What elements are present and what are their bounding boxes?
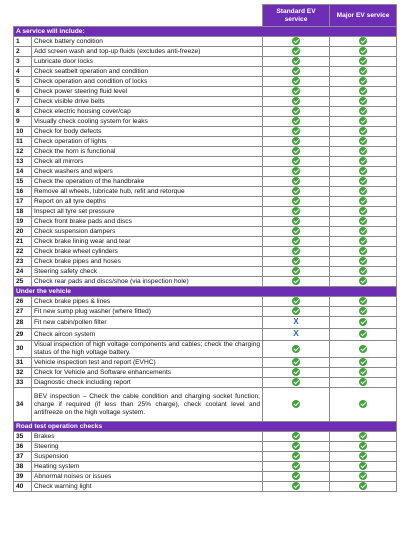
item-number: 27 xyxy=(14,307,32,317)
table-row xyxy=(14,127,397,137)
major-service-cell xyxy=(330,257,397,267)
standard-service-cell xyxy=(263,47,330,57)
check-icon xyxy=(359,147,367,155)
major-service-cell xyxy=(330,37,397,47)
item-description: Steering safety check xyxy=(32,267,263,277)
major-service-cell xyxy=(330,341,397,358)
standard-service-cell xyxy=(263,482,330,492)
check-icon xyxy=(359,197,367,205)
table-row xyxy=(14,137,397,147)
item-number: 36 xyxy=(14,442,32,452)
table-row xyxy=(14,197,397,207)
major-service-cell xyxy=(330,358,397,368)
item-description: Add screen wash and top-up fluids (excludes anti-freeze) xyxy=(32,47,263,57)
standard-service-cell xyxy=(263,137,330,147)
item-description: Check rear pads and discs/shoe (via inspection hole) xyxy=(32,277,263,287)
table-row xyxy=(14,177,397,187)
check-icon xyxy=(292,157,300,165)
table-row xyxy=(14,107,397,117)
item-description: Brakes xyxy=(32,432,263,442)
major-service-cell xyxy=(330,472,397,482)
major-service-cell xyxy=(330,247,397,257)
major-service-cell xyxy=(330,207,397,217)
table-row xyxy=(14,247,397,257)
item-description: Report on all tyre depths xyxy=(32,197,263,207)
item-number: 4 xyxy=(14,67,32,77)
table-row xyxy=(14,157,397,167)
check-icon xyxy=(359,400,367,408)
item-description: Suspension xyxy=(32,452,263,462)
check-icon xyxy=(359,378,367,386)
check-icon xyxy=(292,117,300,125)
standard-service-cell xyxy=(263,307,330,317)
check-icon xyxy=(292,307,300,315)
table-row xyxy=(14,297,397,307)
item-number: 17 xyxy=(14,197,32,207)
section-header-row xyxy=(14,422,397,432)
table-row xyxy=(14,117,397,127)
check-icon xyxy=(359,247,367,255)
check-icon xyxy=(359,452,367,460)
item-description: Steering xyxy=(32,442,263,452)
standard-service-cell xyxy=(263,329,330,341)
item-description: Check warning light xyxy=(32,482,263,492)
check-icon xyxy=(292,277,300,285)
table-row xyxy=(14,77,397,87)
standard-service-cell xyxy=(263,432,330,442)
item-number: 31 xyxy=(14,358,32,368)
check-icon xyxy=(292,37,300,45)
standard-service-cell xyxy=(263,341,330,358)
standard-service-cell xyxy=(263,267,330,277)
check-icon xyxy=(292,217,300,225)
table-row xyxy=(14,237,397,247)
item-number: 14 xyxy=(14,167,32,177)
check-icon xyxy=(359,87,367,95)
check-icon xyxy=(359,237,367,245)
check-icon xyxy=(359,217,367,225)
standard-service-cell xyxy=(263,297,330,307)
item-description: Check the operation of the handbrake xyxy=(32,177,263,187)
check-icon xyxy=(359,117,367,125)
item-number: 33 xyxy=(14,378,32,388)
major-service-cell xyxy=(330,77,397,87)
check-icon xyxy=(359,297,367,305)
table-row xyxy=(14,442,397,452)
check-icon xyxy=(292,462,300,470)
check-icon xyxy=(292,482,300,490)
major-service-cell xyxy=(330,97,397,107)
item-description: Check brake pipes and hoses xyxy=(32,257,263,267)
item-number: 39 xyxy=(14,472,32,482)
check-icon xyxy=(359,57,367,65)
section-header-row xyxy=(14,287,397,297)
section-title: Under the vehicle xyxy=(14,287,397,297)
service-comparison-table xyxy=(13,4,397,492)
check-icon xyxy=(292,237,300,245)
table-header-row xyxy=(14,5,397,27)
item-number: 9 xyxy=(14,117,32,127)
item-number: 12 xyxy=(14,147,32,157)
cross-icon: X xyxy=(293,329,299,339)
check-icon xyxy=(292,107,300,115)
check-icon xyxy=(359,472,367,480)
major-service-cell xyxy=(330,482,397,492)
major-service-cell xyxy=(330,227,397,237)
service-table-container xyxy=(13,4,396,492)
table-row xyxy=(14,57,397,67)
check-icon xyxy=(359,277,367,285)
check-icon xyxy=(359,318,367,326)
check-icon xyxy=(359,257,367,265)
major-service-cell xyxy=(330,368,397,378)
item-description: Check aircon system xyxy=(32,329,263,341)
major-service-cell xyxy=(330,117,397,127)
major-service-cell xyxy=(330,147,397,157)
check-icon xyxy=(292,87,300,95)
check-icon xyxy=(359,157,367,165)
check-icon xyxy=(359,97,367,105)
table-row xyxy=(14,452,397,462)
table-row xyxy=(14,317,397,329)
check-icon xyxy=(359,432,367,440)
table-row xyxy=(14,432,397,442)
item-number: 3 xyxy=(14,57,32,67)
item-number: 10 xyxy=(14,127,32,137)
major-service-cell xyxy=(330,157,397,167)
check-icon xyxy=(359,345,367,353)
section-title: A service will include: xyxy=(14,27,397,37)
check-icon xyxy=(359,127,367,135)
table-row xyxy=(14,87,397,97)
item-number: 23 xyxy=(14,257,32,267)
check-icon xyxy=(292,177,300,185)
item-description: Check front brake pads and discs xyxy=(32,217,263,227)
item-number: 20 xyxy=(14,227,32,237)
table-row xyxy=(14,187,397,197)
check-icon xyxy=(292,267,300,275)
item-description: Check brake pipes & lines xyxy=(32,297,263,307)
major-service-cell xyxy=(330,267,397,277)
cross-icon: X xyxy=(293,317,299,327)
major-service-cell xyxy=(330,127,397,137)
check-icon xyxy=(292,137,300,145)
major-service-cell xyxy=(330,67,397,77)
major-service-cell xyxy=(330,137,397,147)
standard-service-cell xyxy=(263,157,330,167)
item-number: 24 xyxy=(14,267,32,277)
item-number: 35 xyxy=(14,432,32,442)
check-icon xyxy=(359,167,367,175)
item-number: 37 xyxy=(14,452,32,462)
item-number: 32 xyxy=(14,368,32,378)
standard-service-cell xyxy=(263,462,330,472)
check-icon xyxy=(359,330,367,338)
major-service-cell xyxy=(330,307,397,317)
check-icon xyxy=(359,77,367,85)
table-row xyxy=(14,217,397,227)
item-description: Fit new cabin/pollen filter xyxy=(32,317,263,329)
item-description: Check electric housing cover/cap xyxy=(32,107,263,117)
table-row xyxy=(14,167,397,177)
standard-service-cell xyxy=(263,358,330,368)
check-icon xyxy=(292,57,300,65)
major-service-cell xyxy=(330,378,397,388)
item-description: Check all mirrors xyxy=(32,157,263,167)
item-description: Diagnostic check including report xyxy=(32,378,263,388)
item-number: 25 xyxy=(14,277,32,287)
major-service-cell xyxy=(330,167,397,177)
check-icon xyxy=(292,472,300,480)
check-icon xyxy=(292,432,300,440)
major-service-cell xyxy=(330,297,397,307)
item-description: Fit new sump plug washer (where fitted) xyxy=(32,307,263,317)
check-icon xyxy=(359,227,367,235)
item-description: Check operation of lights xyxy=(32,137,263,147)
item-description: Check battery condition xyxy=(32,37,263,47)
major-service-cell xyxy=(330,87,397,97)
standard-service-cell xyxy=(263,187,330,197)
major-service-cell xyxy=(330,47,397,57)
check-icon xyxy=(292,77,300,85)
check-icon xyxy=(292,207,300,215)
item-description: Heating system xyxy=(32,462,263,472)
item-description: Check for Vehicle and Software enhancements xyxy=(32,368,263,378)
major-service-cell xyxy=(330,432,397,442)
check-icon xyxy=(359,462,367,470)
standard-service-cell xyxy=(263,317,330,329)
item-description: Check for body defects xyxy=(32,127,263,137)
standard-service-cell xyxy=(263,247,330,257)
table-row xyxy=(14,67,397,77)
item-description: Inspect all tyre set pressure xyxy=(32,207,263,217)
item-number: 15 xyxy=(14,177,32,187)
table-row xyxy=(14,462,397,472)
item-number: 22 xyxy=(14,247,32,257)
major-service-cell xyxy=(330,177,397,187)
standard-service-cell xyxy=(263,217,330,227)
table-row xyxy=(14,378,397,388)
table-row xyxy=(14,37,397,47)
standard-service-cell xyxy=(263,207,330,217)
item-description: Check seatbelt operation and condition xyxy=(32,67,263,77)
header-major-ev-service: Major EV service xyxy=(330,5,397,27)
table-row xyxy=(14,47,397,57)
major-service-cell xyxy=(330,317,397,329)
standard-service-cell xyxy=(263,87,330,97)
item-number: 28 xyxy=(14,317,32,329)
check-icon xyxy=(292,97,300,105)
standard-service-cell xyxy=(263,67,330,77)
major-service-cell xyxy=(330,452,397,462)
standard-service-cell xyxy=(263,227,330,237)
item-description: Check visible drive belts xyxy=(32,97,263,107)
standard-service-cell xyxy=(263,257,330,267)
check-icon xyxy=(359,267,367,275)
check-icon xyxy=(359,107,367,115)
item-description: Check brake wheel cylinders xyxy=(32,247,263,257)
major-service-cell xyxy=(330,187,397,197)
item-number: 7 xyxy=(14,97,32,107)
item-description: Lubricate door locks xyxy=(32,57,263,67)
check-icon xyxy=(292,147,300,155)
major-service-cell xyxy=(330,277,397,287)
standard-service-cell xyxy=(263,97,330,107)
check-icon xyxy=(292,345,300,353)
check-icon xyxy=(292,452,300,460)
major-service-cell xyxy=(330,462,397,472)
item-description: Check suspension dampers xyxy=(32,227,263,237)
table-row xyxy=(14,207,397,217)
header-blank-cell xyxy=(14,5,263,27)
standard-service-cell xyxy=(263,472,330,482)
check-icon xyxy=(359,37,367,45)
check-icon xyxy=(292,67,300,75)
standard-service-cell xyxy=(263,388,330,422)
item-description: Check brake lining wear and tear xyxy=(32,237,263,247)
item-description: Check the horn is functional xyxy=(32,147,263,157)
item-number: 21 xyxy=(14,237,32,247)
standard-service-cell xyxy=(263,197,330,207)
check-icon xyxy=(292,358,300,366)
table-row xyxy=(14,482,397,492)
item-description: Visual inspection of high voltage components and cables; check the charging status of the high voltage battery. xyxy=(32,341,263,358)
check-icon xyxy=(359,482,367,490)
item-description: Remove all wheels, lubricate hub, refit and retorque xyxy=(32,187,263,197)
item-number: 30 xyxy=(14,341,32,358)
check-icon xyxy=(292,257,300,265)
item-description: Vehicle inspection test and report (EVHC) xyxy=(32,358,263,368)
table-row xyxy=(14,147,397,157)
item-description: BEV inspection – Check the cable condition and charging socket function; charge if required (if less than 25% charge), check coolant level and antifreeze on the high voltage system. xyxy=(32,388,263,422)
check-icon xyxy=(292,187,300,195)
item-number: 6 xyxy=(14,87,32,97)
check-icon xyxy=(292,297,300,305)
table-row xyxy=(14,329,397,341)
item-description: Abnormal noises or issues xyxy=(32,472,263,482)
check-icon xyxy=(359,307,367,315)
standard-service-cell xyxy=(263,177,330,187)
standard-service-cell xyxy=(263,167,330,177)
table-row xyxy=(14,227,397,237)
major-service-cell xyxy=(330,57,397,67)
standard-service-cell xyxy=(263,452,330,462)
major-service-cell xyxy=(330,217,397,227)
major-service-cell xyxy=(330,197,397,207)
check-icon xyxy=(359,47,367,55)
table-body xyxy=(14,27,397,492)
check-icon xyxy=(359,137,367,145)
item-description: Check operation and condition of locks xyxy=(32,77,263,87)
item-description: Check washers and wipers xyxy=(32,167,263,177)
check-icon xyxy=(292,227,300,235)
major-service-cell xyxy=(330,237,397,247)
item-number: 26 xyxy=(14,297,32,307)
major-service-cell xyxy=(330,107,397,117)
table-row xyxy=(14,358,397,368)
section-title: Road test operation checks xyxy=(14,422,397,432)
check-icon xyxy=(292,197,300,205)
standard-service-cell xyxy=(263,378,330,388)
check-icon xyxy=(292,378,300,386)
standard-service-cell xyxy=(263,127,330,137)
table-row xyxy=(14,341,397,358)
item-description: Check power steering fluid level xyxy=(32,87,263,97)
table-row xyxy=(14,277,397,287)
table-row xyxy=(14,307,397,317)
item-number: 8 xyxy=(14,107,32,117)
check-icon xyxy=(292,368,300,376)
item-number: 29 xyxy=(14,329,32,341)
table-row xyxy=(14,472,397,482)
standard-service-cell xyxy=(263,368,330,378)
standard-service-cell xyxy=(263,37,330,47)
standard-service-cell xyxy=(263,442,330,452)
item-number: 13 xyxy=(14,157,32,167)
check-icon xyxy=(292,47,300,55)
header-standard-ev-service: Standard EV service xyxy=(263,5,330,27)
standard-service-cell xyxy=(263,237,330,247)
item-number: 34 xyxy=(14,388,32,422)
major-service-cell xyxy=(330,442,397,452)
standard-service-cell xyxy=(263,147,330,157)
table-row xyxy=(14,97,397,107)
major-service-cell xyxy=(330,329,397,341)
check-icon xyxy=(359,177,367,185)
check-icon xyxy=(292,127,300,135)
major-service-cell xyxy=(330,388,397,422)
item-number: 11 xyxy=(14,137,32,147)
standard-service-cell xyxy=(263,277,330,287)
item-number: 5 xyxy=(14,77,32,87)
item-description: Visually check cooling system for leaks xyxy=(32,117,263,127)
check-icon xyxy=(292,442,300,450)
check-icon xyxy=(359,207,367,215)
check-icon xyxy=(359,187,367,195)
item-number: 38 xyxy=(14,462,32,472)
check-icon xyxy=(292,167,300,175)
item-number: 40 xyxy=(14,482,32,492)
check-icon xyxy=(359,442,367,450)
check-icon xyxy=(359,358,367,366)
table-row xyxy=(14,388,397,422)
standard-service-cell xyxy=(263,117,330,127)
item-number: 18 xyxy=(14,207,32,217)
check-icon xyxy=(292,247,300,255)
table-row xyxy=(14,267,397,277)
item-number: 19 xyxy=(14,217,32,227)
item-number: 1 xyxy=(14,37,32,47)
standard-service-cell xyxy=(263,77,330,87)
section-header-row xyxy=(14,27,397,37)
standard-service-cell xyxy=(263,107,330,117)
standard-service-cell xyxy=(263,57,330,67)
check-icon xyxy=(359,368,367,376)
table-row xyxy=(14,368,397,378)
check-icon xyxy=(359,67,367,75)
check-icon xyxy=(292,400,300,408)
item-number: 16 xyxy=(14,187,32,197)
item-number: 2 xyxy=(14,47,32,57)
table-row xyxy=(14,257,397,267)
